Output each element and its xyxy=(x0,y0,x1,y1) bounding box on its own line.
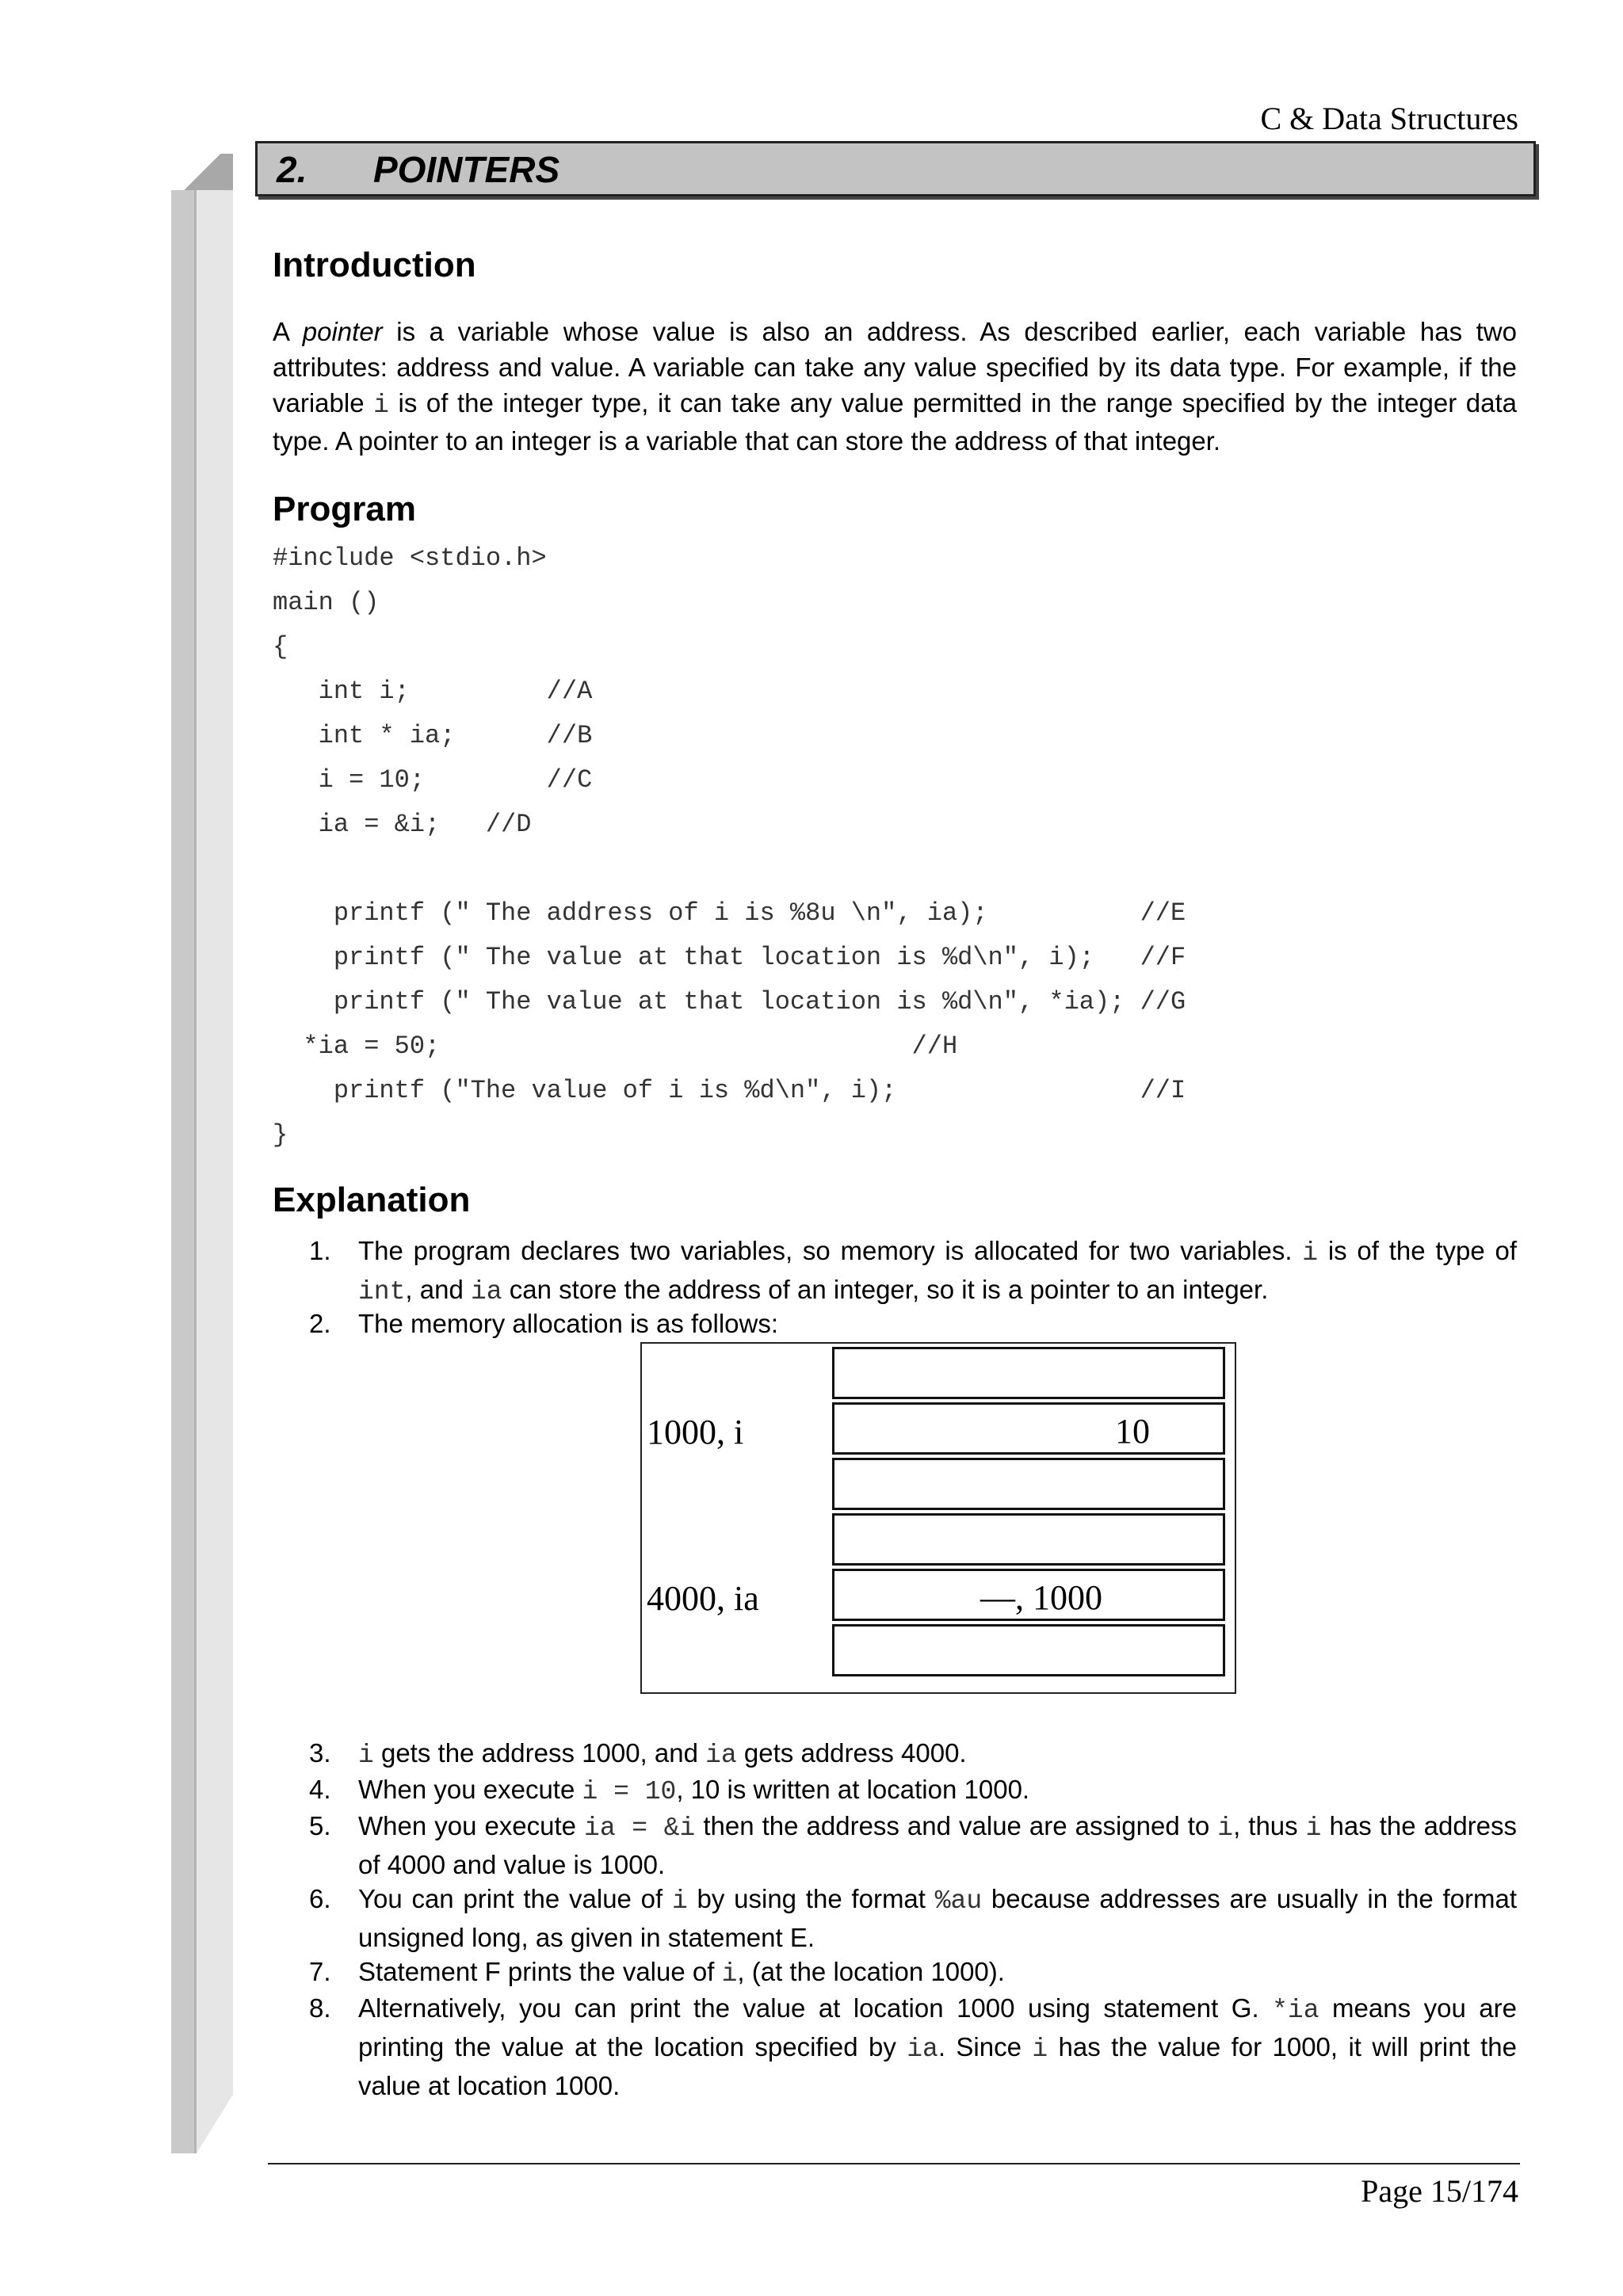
code: i = 10 xyxy=(582,1777,677,1806)
list-text xyxy=(358,1772,1517,1810)
text: then the address and value are assigned to xyxy=(695,1811,1218,1840)
text: by using the format xyxy=(687,1884,935,1913)
code-line: { xyxy=(273,632,288,662)
code: ia xyxy=(471,1277,502,1306)
list-number: 1. xyxy=(309,1236,331,1265)
list-text xyxy=(358,1233,1517,1310)
code-line: int * ia; //B xyxy=(273,721,593,750)
text: gets the address 1000, and xyxy=(373,1738,706,1768)
footer-rule xyxy=(268,2163,1520,2164)
code: ia xyxy=(907,2035,938,2064)
text: has the value for 1000, it will print the value at location 1000. xyxy=(358,2032,1517,2100)
code-line: printf (" The value at that location is %d\n", *ia); //G xyxy=(273,987,1186,1016)
memory-cell xyxy=(832,1458,1225,1510)
list-text xyxy=(358,1881,1517,1956)
code: *ia xyxy=(1272,1996,1319,2025)
intro-italic-pointer: pointer xyxy=(302,317,383,346)
list-number: 4. xyxy=(309,1775,331,1804)
memory-cell xyxy=(832,1624,1225,1676)
memory-cell xyxy=(832,1347,1225,1399)
explanation-heading: Explanation xyxy=(273,1180,471,1219)
list-text xyxy=(358,1808,1517,1883)
side-bar xyxy=(171,190,197,2153)
introduction-paragraph xyxy=(273,314,1517,459)
text: The program declares two variables, so memory is allocated for two variables. xyxy=(358,1236,1303,1265)
text: can store the address of an integer, so it is a pointer to an integer. xyxy=(502,1275,1269,1304)
code-line: #include <stdio.h> xyxy=(273,543,547,573)
code: %au xyxy=(934,1886,983,1916)
memory-diagram xyxy=(640,1342,1236,1694)
code-line: i = 10; //C xyxy=(273,765,593,795)
list-text xyxy=(358,1735,1517,1774)
list-number: 6. xyxy=(309,1884,331,1913)
code: i xyxy=(1302,1238,1319,1268)
intro-text-b: is a variable whose value is also an address. As described earlier, each variable has two attributes: address and value. A variable can take any value specified by its data type. For example, if the variable xyxy=(273,317,1517,418)
code: int xyxy=(358,1277,406,1306)
code-line: main () xyxy=(273,588,380,617)
introduction-heading: Introduction xyxy=(273,246,476,284)
code: ia = &i xyxy=(584,1814,696,1843)
memory-cell xyxy=(832,1513,1225,1566)
list-number: 8. xyxy=(309,1993,331,2023)
text: means you are printing the value at the location specified by xyxy=(358,1993,1517,2061)
memory-cell-i xyxy=(832,1402,1225,1455)
list-number: 2. xyxy=(309,1309,331,1338)
text: . Since xyxy=(938,2032,1033,2061)
side-bar-shade xyxy=(197,190,233,2153)
code-line: int i; //A xyxy=(273,677,593,706)
code-line: printf (" The address of i is %8u \n", ia); //E xyxy=(273,898,1186,928)
program-heading: Program xyxy=(273,490,416,528)
code: ia xyxy=(705,1741,737,1770)
text: is of the type of xyxy=(1318,1236,1517,1265)
text: When you execute xyxy=(358,1775,582,1804)
list-text: The memory allocation is as follows: xyxy=(358,1309,779,1338)
memory-value-ia: —, 1000 xyxy=(980,1578,1102,1617)
intro-text-c: is of the integer type, it can take any value permitted in the range specified by the integer data type. A pointer to an integer is a variable that can store the address of that integer. xyxy=(273,388,1517,456)
chapter-number: 2. xyxy=(277,149,307,190)
text: , (at the location 1000). xyxy=(737,1957,1005,1986)
code: i xyxy=(1032,2035,1048,2064)
list-text xyxy=(358,1954,1517,1993)
memory-label-ia: 4000, ia xyxy=(647,1579,759,1618)
code-line: ia = &i; //D xyxy=(273,810,532,839)
list-number: 5. xyxy=(309,1811,331,1840)
text: You can print the value of xyxy=(358,1884,672,1913)
text: , 10 is written at location 1000. xyxy=(676,1775,1030,1804)
code: i xyxy=(721,1959,738,1989)
text: has the address of 4000 and value is 1000. xyxy=(358,1811,1518,1879)
code-line: printf ("The value of i is %d\n", i); //I xyxy=(273,1076,1186,1105)
text: because addresses are usually in the format unsigned long, as given in statement E. xyxy=(358,1884,1517,1952)
code: i xyxy=(1217,1814,1234,1843)
text: gets address 4000. xyxy=(736,1738,967,1768)
text: When you execute xyxy=(358,1811,585,1840)
side-bar-bevel xyxy=(171,154,233,190)
list-number: 3. xyxy=(309,1738,331,1768)
page-number: Page 15/174 xyxy=(1361,2173,1518,2209)
chapter-heading xyxy=(255,141,1536,196)
list-number: 7. xyxy=(309,1957,331,1986)
memory-cell-ia xyxy=(832,1569,1225,1621)
text: , thus xyxy=(1233,1811,1306,1840)
code: i xyxy=(671,1886,688,1916)
code: i xyxy=(358,1741,374,1770)
code-line: printf (" The value at that location is %d\n", i); //F xyxy=(273,943,1186,972)
intro-code-i: i xyxy=(373,391,389,420)
list-text xyxy=(358,1990,1517,2104)
text: Statement F prints the value of xyxy=(358,1957,722,1986)
running-header: C & Data Structures xyxy=(1260,101,1518,136)
code-line: *ia = 50; //H xyxy=(273,1032,958,1061)
chapter-title: POINTERS xyxy=(373,149,560,190)
code: i xyxy=(1305,1814,1322,1843)
text: Alternatively, you can print the value at location 1000 using statement G. xyxy=(358,1993,1273,2023)
intro-text-a: A xyxy=(273,317,303,346)
memory-value-i: 10 xyxy=(1115,1412,1150,1451)
code-line: } xyxy=(273,1120,288,1150)
memory-label-i: 1000, i xyxy=(647,1413,744,1451)
text: , and xyxy=(405,1275,471,1304)
